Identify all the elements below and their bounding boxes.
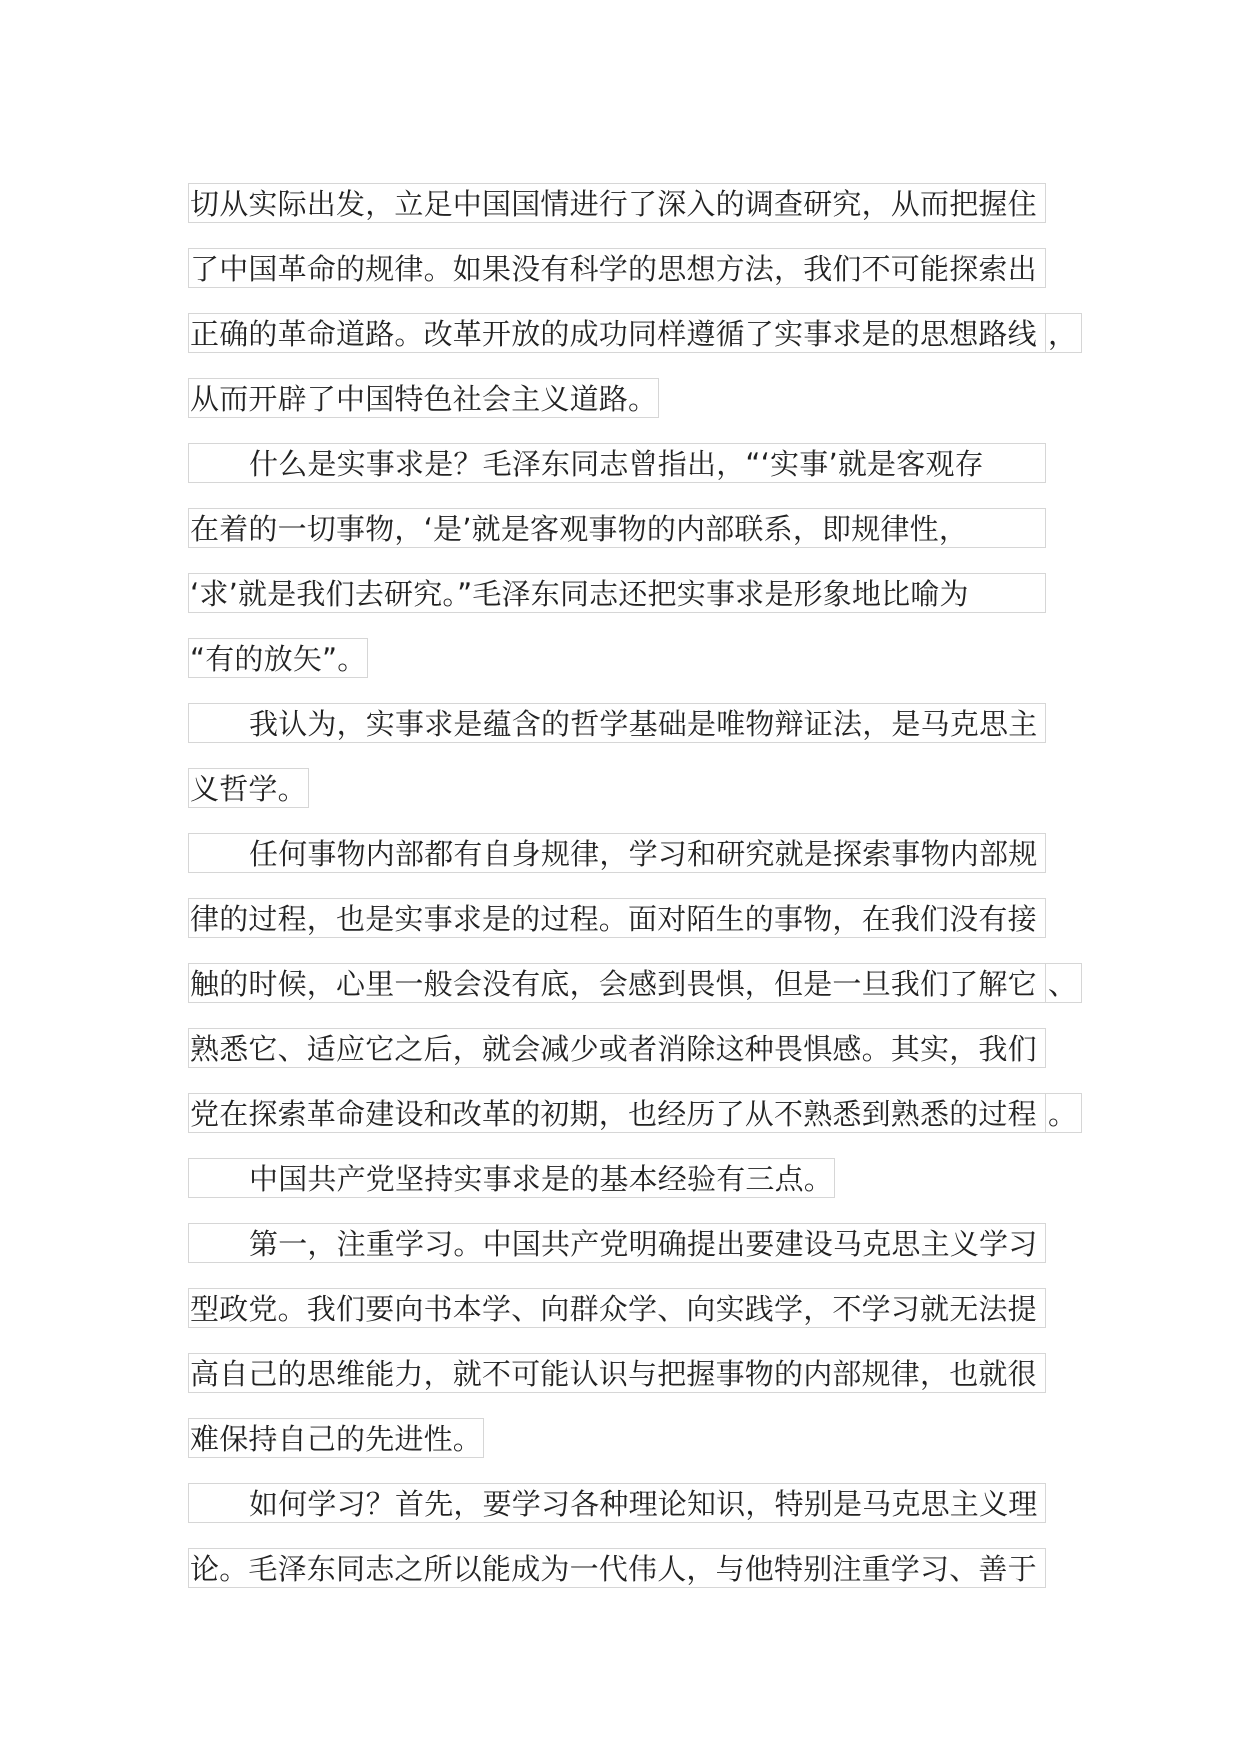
text-line	[188, 172, 1088, 237]
line-text: 任何事物内部都有自身规律，学习和研究就是探索事物内部规	[188, 833, 1046, 873]
line-tail-punctuation: ，	[1046, 313, 1082, 353]
text-line	[188, 1342, 1088, 1407]
line-text: 在着的一切事物，‘是’就是客观事物的内部联系，即规律性，	[188, 508, 1046, 548]
paragraph-start-line	[188, 1472, 1088, 1537]
text-line	[188, 237, 1088, 302]
line-text: 党在探索革命建设和改革的初期，也经历了从不熟悉到熟悉的过程	[188, 1093, 1046, 1133]
line-text: 高自己的思维能力，就不可能认识与把握事物的内部规律，也就很	[188, 1353, 1046, 1393]
text-line	[188, 497, 1088, 562]
text-line	[188, 1407, 1088, 1472]
line-text: 从而开辟了中国特色社会主义道路。	[188, 378, 659, 418]
line-text: “有的放矢”。	[188, 638, 368, 678]
line-text: 如何学习？首先，要学习各种理论知识，特别是马克思主义理	[188, 1483, 1046, 1523]
line-text: 第一，注重学习。中国共产党明确提出要建设马克思主义学习	[188, 1223, 1046, 1263]
line-text: 触的时候，心里一般会没有底，会感到畏惧，但是一旦我们了解它	[188, 963, 1046, 1003]
text-line	[188, 887, 1088, 952]
line-text: 熟悉它、适应它之后，就会减少或者消除这种畏惧感。其实，我们	[188, 1028, 1046, 1068]
line-text: ‘求’就是我们去研究。”毛泽东同志还把实事求是形象地比喻为	[188, 573, 1046, 613]
text-line	[188, 302, 1088, 367]
line-text: 了中国革命的规律。如果没有科学的思想方法，我们不可能探索出	[188, 248, 1046, 288]
paragraph-start-line	[188, 432, 1088, 497]
document-body	[188, 172, 1088, 1602]
text-line	[188, 1082, 1088, 1147]
text-line	[188, 627, 1088, 692]
line-tail-punctuation: 、	[1046, 963, 1082, 1003]
paragraph-start-line	[188, 1212, 1088, 1277]
paragraph-start-line	[188, 822, 1088, 887]
line-text: 律的过程，也是实事求是的过程。面对陌生的事物，在我们没有接	[188, 898, 1046, 938]
line-text: 义哲学。	[188, 768, 309, 808]
line-text: 切从实际出发，立足中国国情进行了深入的调查研究，从而把握住	[188, 183, 1046, 223]
paragraph-start-line	[188, 1147, 1088, 1212]
line-text: 中国共产党坚持实事求是的基本经验有三点。	[188, 1158, 835, 1198]
line-text: 正确的革命道路。改革开放的成功同样遵循了实事求是的思想路线	[188, 313, 1046, 353]
text-line	[188, 562, 1088, 627]
line-text: 论。毛泽东同志之所以能成为一代伟人，与他特别注重学习、善于	[188, 1548, 1046, 1588]
text-line	[188, 1537, 1088, 1602]
text-line	[188, 367, 1088, 432]
line-tail-punctuation: 。	[1046, 1093, 1082, 1133]
paragraph-start-line	[188, 692, 1088, 757]
line-text: 型政党。我们要向书本学、向群众学、向实践学，不学习就无法提	[188, 1288, 1046, 1328]
line-text: 我认为，实事求是蕴含的哲学基础是唯物辩证法，是马克思主	[188, 703, 1046, 743]
text-line	[188, 1017, 1088, 1082]
text-line	[188, 757, 1088, 822]
line-text: 难保持自己的先进性。	[188, 1418, 484, 1458]
line-text: 什么是实事求是？毛泽东同志曾指出，“‘实事’就是客观存	[188, 443, 1046, 483]
text-line	[188, 952, 1088, 1017]
text-line	[188, 1277, 1088, 1342]
